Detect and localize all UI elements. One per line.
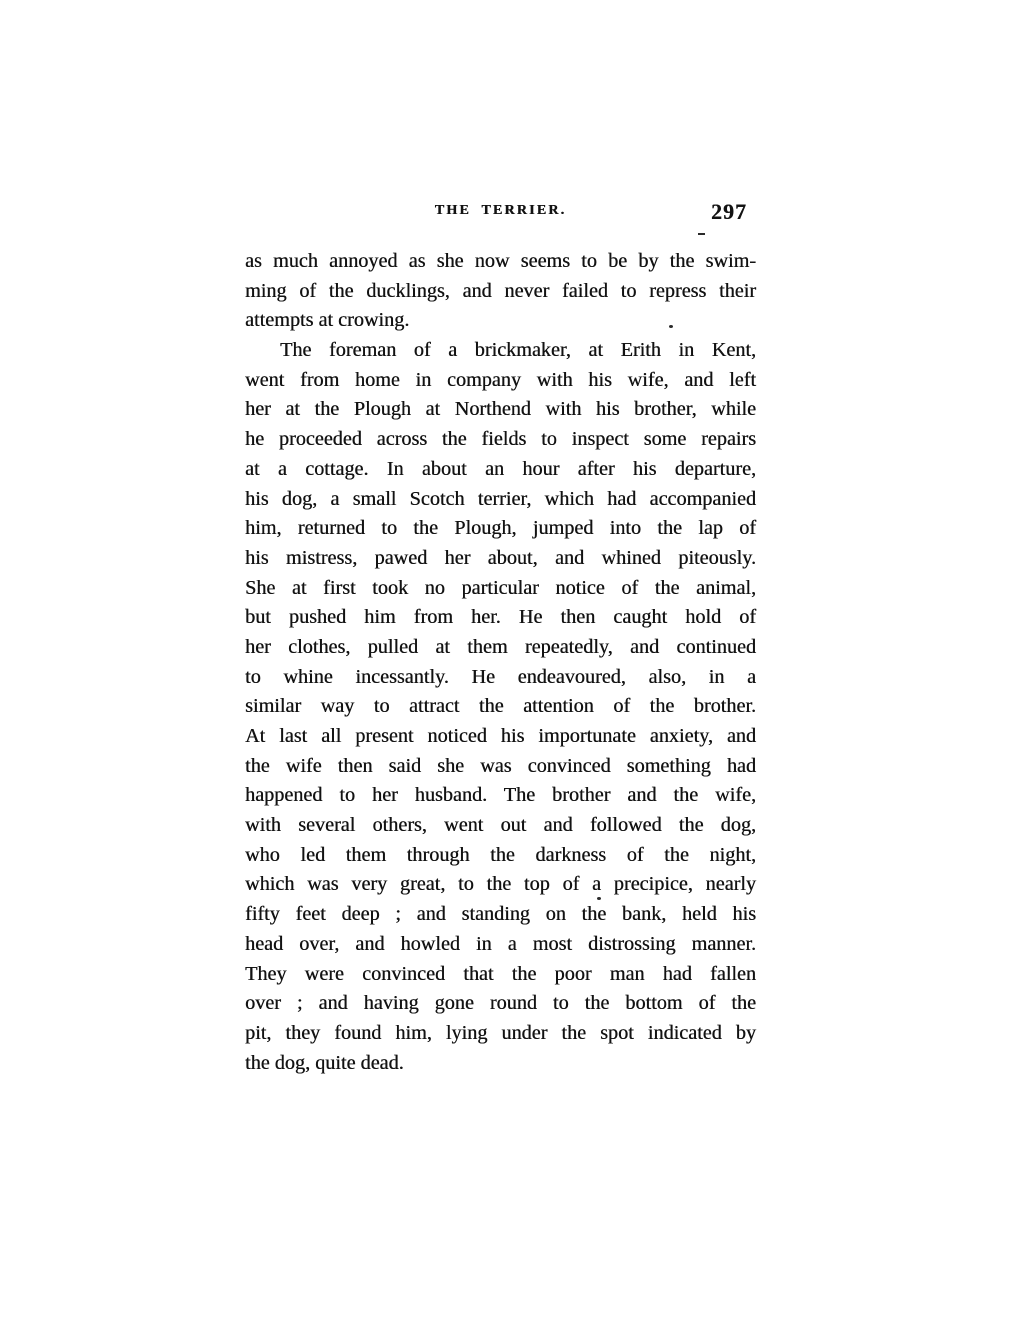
text-line: The foreman of a brickmaker, at Erith in Kent, bbox=[280, 339, 756, 362]
body-text bbox=[245, 247, 756, 1078]
text-line: similar way to attract the attention of the brother. bbox=[245, 695, 756, 718]
ink-speck-dash bbox=[698, 233, 705, 235]
text-line: his mistress, pawed her about, and whined piteously. bbox=[245, 546, 756, 569]
text-line: fifty feet deep ; and standing on the bank, held his bbox=[245, 903, 756, 926]
text-line: his dog, a small Scotch terrier, which had accompanied bbox=[245, 487, 756, 510]
text-line: the dog, quite dead. bbox=[245, 1051, 404, 1074]
text-line: She at first took no particular notice of the animal, bbox=[245, 576, 756, 599]
text-line: he proceeded across the fields to inspect some repairs bbox=[245, 428, 756, 451]
text-line: as much annoyed as she now seems to be by the swim- bbox=[245, 250, 756, 272]
text-line: her clothes, pulled at them repeatedly, and continued bbox=[245, 635, 756, 658]
text-line: happened to her husband. The brother and the wife, bbox=[245, 784, 756, 807]
text-line: ming of the ducklings, and never failed to repress their bbox=[245, 279, 756, 302]
text-line: who led them through the darkness of the night, bbox=[245, 843, 756, 866]
text-line: to whine incessantly. He endeavoured, also, in a bbox=[245, 665, 756, 688]
text-line: over ; and having gone round to the bottom of the bbox=[245, 992, 756, 1015]
text-line: but pushed him from her. He then caught hold of bbox=[245, 606, 756, 629]
text-line: him, returned to the Plough, jumped into the lap of bbox=[245, 517, 756, 540]
text-line: pit, they found him, lying under the spot indicated by bbox=[245, 1021, 756, 1044]
running-title: THE TERRIER. bbox=[434, 203, 567, 218]
text-line: At last all present noticed his importunate anxiety, and bbox=[245, 725, 756, 747]
text-line: which was very great, to the top of a precipice, nearly bbox=[245, 873, 756, 896]
text-line: the wife then said she was convinced something had bbox=[245, 754, 756, 777]
text-line: head over, and howled in a most distrossing manner. bbox=[245, 932, 756, 955]
page-number: 297 bbox=[711, 199, 747, 224]
text-line: They were convinced that the poor man had fallen bbox=[245, 962, 756, 985]
text-line: went from home in company with his wife, and left bbox=[245, 368, 756, 391]
text-line: attempts at crowing. bbox=[245, 309, 410, 332]
text-line: with several others, went out and followed the dog, bbox=[245, 814, 756, 837]
text-line: her at the Plough at Northend with his brother, while bbox=[245, 398, 756, 421]
text-line: at a cottage. In about an hour after his departure, bbox=[245, 457, 756, 480]
